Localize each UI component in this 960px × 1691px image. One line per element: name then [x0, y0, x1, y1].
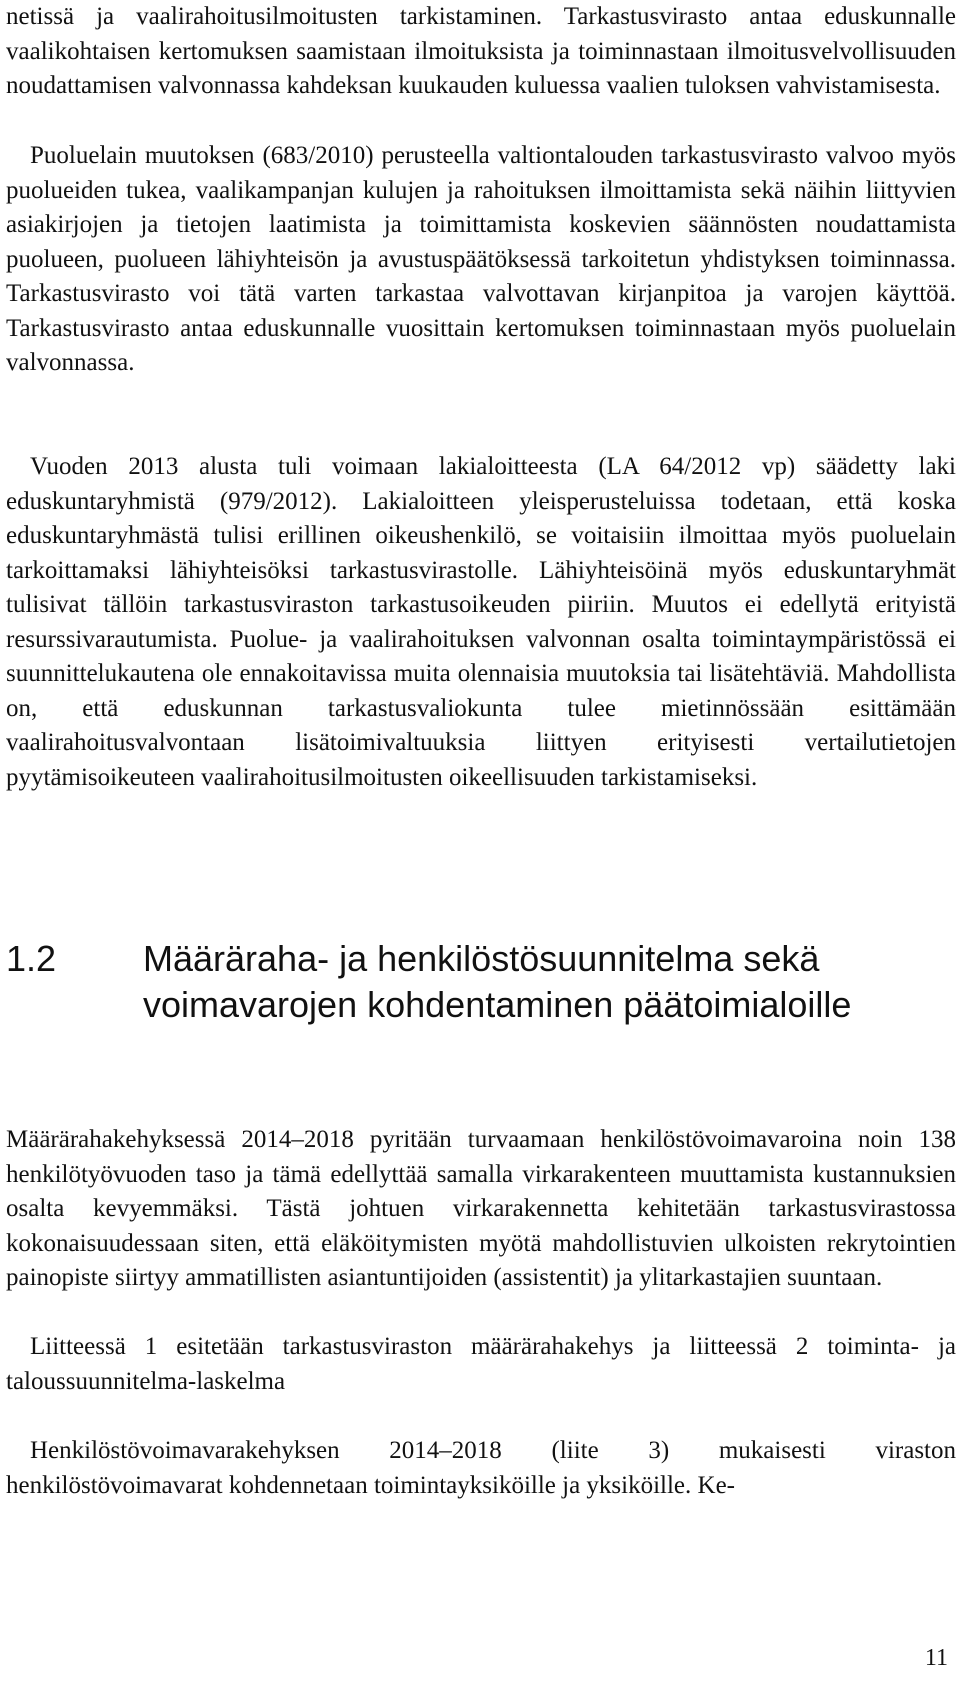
section-number: 1.2 — [6, 938, 57, 979]
section-title: Määräraha- ja henkilöstösuunnitelma sekä voimavarojen kohdentaminen päätoimialoille — [143, 938, 852, 1025]
paragraph-liitteet: Liitteessä 1 esitetään tarkastusviraston määrärahakehys ja liitteessä 2 toiminta- ja taloussuunnitelma-laskelma — [6, 1333, 956, 1395]
paragraph-vaalirahoitus: netissä ja vaalirahoitusilmoitusten tarkistaminen. Tarkastusvirasto antaa eduskunnalle vaalikohtaisen kertomuksen saamistaan ilmoituksista ja toiminnastaan ilmoitusvelvollisuuden noudattamisen valvonnassa kahdeksan kuukauden kuluessa vaalien tuloksen vahvistamisesta. — [6, 3, 956, 99]
paragraph-eduskuntaryhmat: Vuoden 2013 alusta tuli voimaan lakialoitteesta (LA 64/2012 vp) säädetty laki eduskuntaryhmistä (979/2012). Lakialoitteen yleisperusteluissa todetaan, että koska eduskuntaryhmästä tulisi erillinen oikeushenkilö, se voitaisiin ilmoittaa myös puoluelain tarkoittamaksi lähiyhteisöksi tarkastusvirastolle. Lähiyhteisöinä myös eduskuntaryhmät tulisivat tällöin tarkastusviraston tarkastusoikeuden piiriin. Muutos ei edellytä erityistä resurssivarautumista. Puolue- ja vaalirahoituksen valvonnan osalta toimintaympäristössä ei suunnittelukautena ole ennakoitavissa muita olennaisia muutoksia tai lisätehtäviä. Mahdollista on, että eduskunnan tarkastusvaliokunta tulee mietinnössään esittämään vaalirahoitusvalvontaan lisätoimivaltuuksia liittyen erityisesti vertailutietojen pyytämisoikeuteen vaalirahoitusilmoitusten oikeellisuuden tarkistamiseksi. — [6, 453, 956, 791]
page-number: 11 — [924, 1645, 948, 1671]
paragraph-henkilostovoimavarat: Henkilöstövoimavarakehyksen 2014–2018 (liite 3) mukaisesti viraston henkilöstövoimavarat kohdennetaan toimintayksiköille ja yksiköille. Ke- — [6, 1437, 956, 1499]
paragraph-maararahakehys: Määrärahakehyksessä 2014–2018 pyritään turvaamaan henkilöstövoimavaroina noin 138 henkilötyövuoden taso ja tämä edellyttää samalla virkarakenteen muuttamista kustannuksien osalta kevyemmäksi. Tästä johtuen virkarakennetta kehitetään tarkastusvirastossa kokonaisuudessaan siten, että eläköitymisten myötä mahdollistuvien ulkoisten rekrytointien painopiste siirtyy ammatillisten asiantuntijoiden (assistentit) ja ylitarkastajien suuntaan. — [6, 1126, 956, 1291]
paragraph-puoluelaki: Puoluelain muutoksen (683/2010) perusteella valtiontalouden tarkastusvirasto valvoo myös puolueiden tukea, vaalikampanjan kulujen ja rahoituksen ilmoittamista sekä näihin liittyvien asiakirjojen ja tietojen laatimista ja toimittamista koskevien säännösten noudattamista puolueen, puolueen lähiyhteisön ja avustuspäätöksessä tarkoitetun yhdistyksen toiminnassa. Tarkastusvirasto voi tätä varten tarkastaa valvottavan kirjanpitoa ja varojen käyttöä. Tarkastusvirasto antaa eduskunnalle vuosittain kertomuksen toiminnastaan myös puoluelain valvonnassa. — [6, 142, 956, 376]
